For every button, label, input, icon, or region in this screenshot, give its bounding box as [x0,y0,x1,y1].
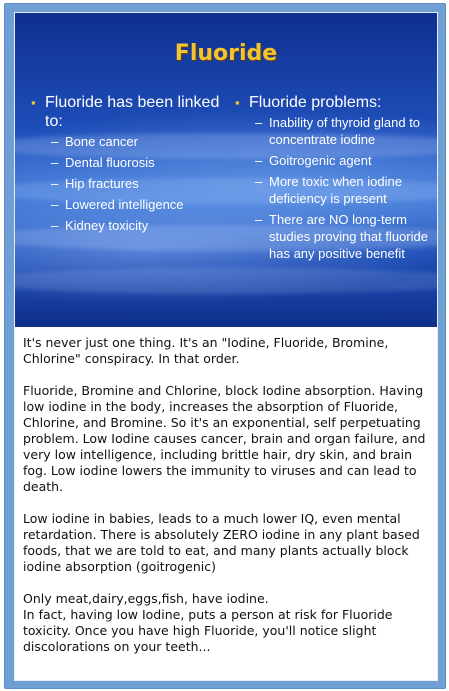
post-card [14,12,438,681]
list-item [255,173,433,207]
paragraph: It's never just one thing. It's an "Iodine, Fluoride, Bromine, Chlorine" conspiracy. In that order. [23,335,389,366]
right-column-list [255,114,433,262]
dash-icon: – [255,212,263,227]
slide-image [15,13,437,327]
dash-icon: – [51,176,59,191]
list-item-text: More toxic when iodine deficiency is present [269,174,402,206]
post-body-text [23,335,429,655]
dash-icon: – [51,218,59,233]
slide-left-column [29,93,229,238]
list-item-text: Hip fractures [65,176,139,191]
dash-icon: – [51,155,59,170]
list-item-text: Kidney toxicity [65,218,149,233]
post-frame [4,3,446,689]
list-item-text: Goitrogenic agent [269,153,372,168]
list-item [255,211,433,262]
left-column-list [51,133,229,234]
dash-icon: – [255,115,263,130]
bullet-icon: ▪ [31,95,36,110]
slide-right-column [233,93,433,266]
slide-wave-decoration [15,268,437,294]
paragraph: Low iodine in babies, leads to a much lower IQ, even mental retardation. There is absolutely ZERO iodine in any plant based foods, that we are told to eat, and many plants actually block iodine absorption (goitrogenic) [23,511,420,574]
list-item [51,154,229,171]
paragraph: Only meat,dairy,eggs,fish, have iodine. [23,591,269,606]
list-item [51,175,229,192]
list-item [51,133,229,150]
dash-icon: – [51,197,59,212]
left-column-heading-text: Fluoride has been linked to: [45,94,220,130]
list-item [51,217,229,234]
list-item [255,114,433,148]
list-item-text: There are NO long-term studies proving that fluoride has any positive benefit [269,212,428,261]
paragraph: In fact, having low Iodine, puts a person at risk for Fluoride toxicity. Once you have high Fluoride, you'll notice slight discolorations on your teeth... [23,607,393,654]
dash-icon: – [51,134,59,149]
left-column-heading [29,93,229,131]
bullet-icon: ▪ [235,95,240,110]
list-item-text: Dental fluorosis [65,155,155,170]
list-item [255,152,433,169]
list-item-text: Bone cancer [65,134,138,149]
list-item [51,196,229,213]
paragraph: Fluoride, Bromine and Chlorine, block Iodine absorption. Having low iodine in the body, increases the absorption of Fluoride, Chlorine, and Bromine. So it's an exponential, self perpetuating problem. Low Iodine causes cancer, brain and organ failure, and very low intelligence, including brittle hair, dry skin, and brain fog. Low iodine lowers the immunity to viruses and can lead to death. [23,383,426,494]
right-column-heading-text: Fluoride problems: [249,94,382,111]
dash-icon: – [255,174,263,189]
list-item-text: Inability of thyroid gland to concentrate iodine [269,115,421,147]
slide-title: Fluoride [174,41,278,66]
list-item-text: Lowered intelligence [65,197,184,212]
right-column-heading [233,93,433,112]
dash-icon: – [255,153,263,168]
